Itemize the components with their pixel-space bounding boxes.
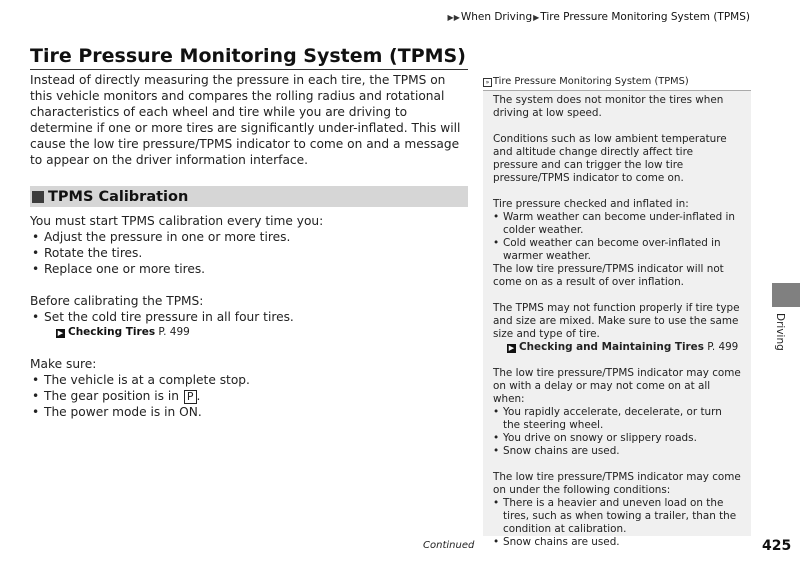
- make-sure-list: [30, 372, 468, 420]
- list-item: • The vehicle is at a complete stop.: [30, 372, 468, 388]
- sidebar-header-text: Tire Pressure Monitoring System (TPMS): [493, 76, 689, 87]
- note-icon: »: [483, 78, 492, 87]
- title-divider: [30, 69, 468, 70]
- page-number: 425: [762, 538, 792, 554]
- intro-paragraph: Instead of directly measuring the pressure in each tire, the TPMS on this vehicle monitors and compares the rolling radius and rotational characteristics of each wheel and tire while you are driving to determine if one or more tires are significantly under-inflated. This will cause the low tire pressure/TPMS indicator to come on and a message to appear on the driver information interface.: [30, 73, 461, 167]
- gear-p-icon: P: [184, 390, 197, 404]
- breadcrumb: [447, 11, 750, 23]
- list-item: • The power mode is in ON.: [30, 404, 468, 420]
- note-paragraph: The low tire pressure/TPMS indicator may come on with a delay or may not come on at all when:: [493, 367, 741, 405]
- note-list: [493, 406, 741, 458]
- section-square-icon: [32, 191, 44, 203]
- note-paragraph: Conditions such as low ambient temperature and altitude change directly affect tire pressure and can trigger the low tire pressure/TPMS indicator to come on.: [493, 133, 727, 184]
- before-calibrating-list: [30, 309, 468, 325]
- sidebar-header: [483, 75, 751, 91]
- xref-checking-tires[interactable]: [30, 325, 468, 340]
- breadcrumb-separator-icon: ▶: [533, 13, 540, 22]
- xref-label: Checking and Maintaining Tires: [519, 341, 704, 353]
- list-item: • Warm weather can become under-inflated in colder weather.: [493, 211, 741, 237]
- list-item: • Snow chains are used.: [493, 445, 741, 458]
- section-title: TPMS Calibration: [48, 188, 189, 205]
- xref-arrow-icon: ▶: [508, 344, 515, 352]
- note-paragraph: Tire pressure checked and inflated in:: [493, 198, 689, 210]
- calibration-lead: You must start TPMS calibration every time you:: [30, 214, 324, 228]
- note-list: [493, 211, 741, 263]
- xref-checking-maintaining-tires[interactable]: [493, 341, 741, 354]
- before-calibrating-lead: Before calibrating the TPMS:: [30, 294, 204, 308]
- xref-page: P. 499: [158, 326, 190, 338]
- xref-arrow-icon: ▶: [57, 329, 64, 337]
- section-header: [30, 186, 468, 207]
- xref-label: Checking Tires: [68, 326, 156, 338]
- note-paragraph: The system does not monitor the tires when driving at low speed.: [493, 94, 724, 119]
- calibration-list: [30, 229, 468, 277]
- chapter-tab[interactable]: [772, 283, 800, 307]
- main-content: [30, 72, 468, 420]
- list-item: • Snow chains are used.: [493, 536, 741, 549]
- list-item: • Replace one or more tires.: [30, 261, 468, 277]
- breadcrumb-arrows-icon: ▶▶: [447, 13, 460, 22]
- list-item: • Adjust the pressure in one or more tires.: [30, 229, 468, 245]
- list-item: • Cold weather can become over-inflated in warmer weather.: [493, 237, 741, 263]
- note-paragraph: The low tire pressure/TPMS indicator will not come on as a result of over inflation.: [493, 263, 724, 288]
- note-paragraph: The low tire pressure/TPMS indicator may come on under the following conditions:: [493, 471, 741, 496]
- note-list: [493, 497, 741, 549]
- continued-note: Continued: [423, 540, 475, 551]
- make-sure-lead: Make sure:: [30, 357, 97, 371]
- list-item: • The gear position is in P .: [30, 388, 468, 404]
- chapter-tab-label: Driving: [774, 313, 786, 351]
- breadcrumb-item-when-driving[interactable]: When Driving: [460, 11, 533, 23]
- list-item: • You rapidly accelerate, decelerate, or turn the steering wheel.: [493, 406, 741, 432]
- note-paragraph: The TPMS may not function properly if tire type and size are mixed. Make sure to use the same size and type of tire.: [493, 302, 740, 340]
- breadcrumb-item-tpms[interactable]: Tire Pressure Monitoring System (TPMS): [540, 11, 750, 23]
- list-item: • There is a heavier and uneven load on the tires, such as when towing a trailer, than the condition at calibration.: [493, 497, 741, 536]
- page-title: Tire Pressure Monitoring System (TPMS): [30, 45, 466, 67]
- sidebar-notes: [483, 75, 751, 548]
- list-item: • You drive on snowy or slippery roads.: [493, 432, 741, 445]
- list-item: • Set the cold tire pressure in all four tires.: [30, 309, 468, 325]
- list-item: • Rotate the tires.: [30, 245, 468, 261]
- xref-page: P. 499: [707, 341, 739, 353]
